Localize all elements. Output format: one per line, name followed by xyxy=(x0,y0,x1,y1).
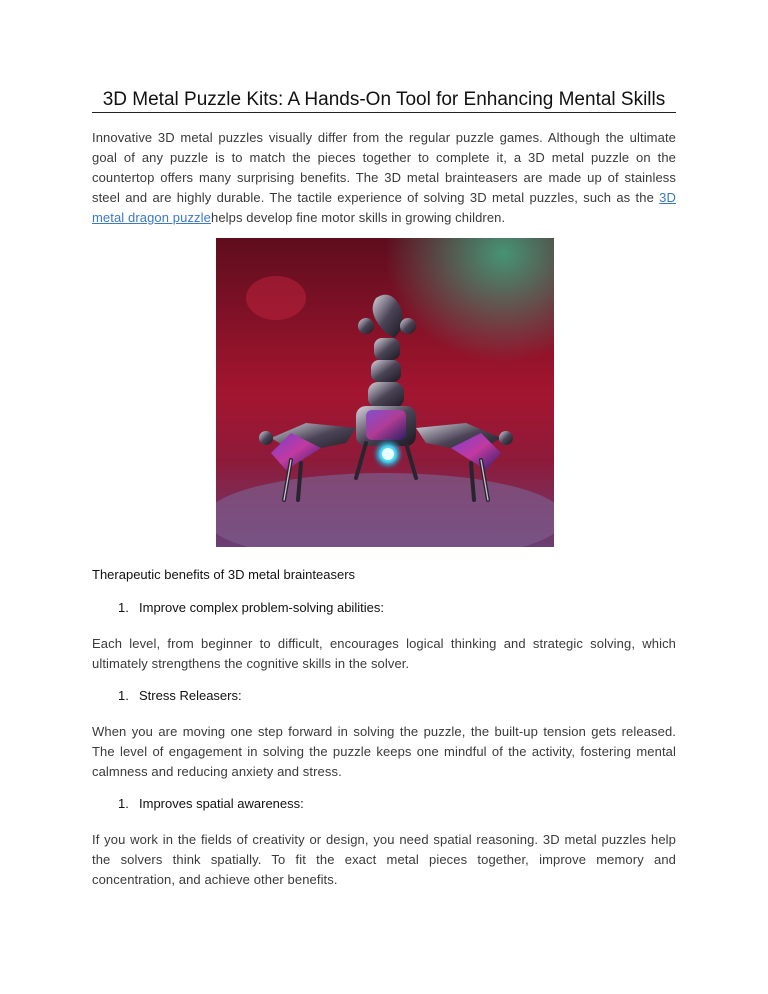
list-item-heading: Improve complex problem-solving abilities: xyxy=(139,600,384,615)
intro-paragraph xyxy=(92,128,676,228)
item-paragraph: If you work in the fields of creativity or design, you need spatial reasoning. 3D metal puzzles help the solvers think spatially. To fit the exact metal pieces together, improve memory and concentration, and achieve other benefits. xyxy=(92,832,676,887)
dragon-puzzle-link[interactable]: 3D metal dragon puzzle xyxy=(92,190,676,225)
list-number: 1. xyxy=(118,600,129,615)
intro-text: Innovative 3D metal puzzles visually differ from the regular puzzle games. Although the ultimate goal of any puzzle is to match the pieces together to complete it, a 3D metal puzzle on the countertop offers many surprising benefits. The 3D metal brainteasers are made up of stainless steel and are highly durable. The tactile experience of solving 3D metal puzzles, such as the xyxy=(92,130,676,205)
list-item-suffix: : xyxy=(300,796,304,811)
scorpion-puzzle-photo xyxy=(216,238,554,547)
page-title: 3D Metal Puzzle Kits: A Hands-On Tool for Enhancing Mental Skills xyxy=(102,89,666,110)
item-paragraph: Each level, from beginner to difficult, encourages logical thinking and strategic solving, which ultimately strengthens the cognitive skills in the solver. xyxy=(92,636,676,671)
item-paragraph: When you are moving one step forward in solving the puzzle, the built-up tension gets released. The level of engagement in solving the puzzle keeps one mindful of the activity, fostering mental calmness and reducing anxiety and stress. xyxy=(92,724,676,779)
list-number: 1. xyxy=(118,688,129,703)
list-item xyxy=(118,599,384,617)
list-item-heading: Stress Releasers: xyxy=(139,688,242,703)
intro-text-end: helps develop fine motor skills in growing children. xyxy=(210,210,506,225)
title-underline xyxy=(92,112,676,113)
list-item xyxy=(118,687,242,705)
section-heading: Therapeutic benefits of 3D metal brainteasers xyxy=(92,567,356,582)
list-item xyxy=(118,795,304,813)
list-number: 1. xyxy=(118,796,129,811)
list-item-heading: Improves spatial awareness xyxy=(139,796,301,811)
